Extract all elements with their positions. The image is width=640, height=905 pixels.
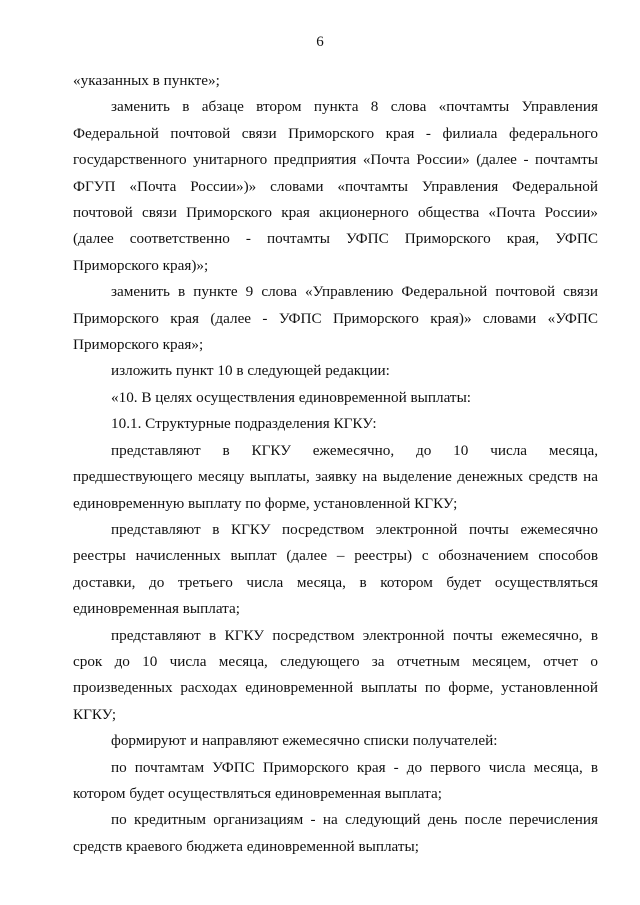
text-line: представляют в КГКУ посредством электронной почты ежемесячно [111,520,598,538]
page-number: 6 [316,34,324,50]
text-line: произведенных расходах единовременной выплаты по форме, установленной [73,679,598,697]
text-line: Приморского края (далее - УФПС Приморского края)» словами «УФПС [73,309,598,327]
paragraph [73,623,598,729]
text-line: почтовой связи Приморского края акционерного общества «Почта России» [73,204,598,222]
text-line: единовременную выплату по форме, установленной КГКУ; [73,494,458,512]
text-line: «10. В целях осуществления единовременной выплаты: [111,388,471,406]
paragraph [73,807,598,860]
paragraph [73,517,598,623]
text-line: «указанных в пункте»; [73,72,220,89]
text-line: КГКУ; [73,705,117,723]
paragraph [73,94,598,279]
text-line: Федеральной почтовой связи Приморского края - филиала федерального [73,124,598,142]
text-line: средств краевого бюджета единовременной выплаты; [73,837,419,855]
paragraph [73,68,598,94]
text-line: заменить в абзаце втором пункта 8 слова «почтамты Управления [111,98,598,116]
text-line: доставки, до третьего числа месяца, в котором будет осуществляться [73,573,598,591]
paragraph [73,358,598,384]
paragraph [73,755,598,808]
text-line: государственного унитарного предприятия «Почта России» (далее - почтамты [73,151,598,169]
paragraph [73,279,598,358]
text-line: срок до 10 числа месяца, следующего за отчетным месяцем, отчет о [73,652,598,670]
text-line: изложить пункт 10 в следующей редакции: [111,362,390,380]
text-line: 10.1. Структурные подразделения КГКУ: [111,415,377,433]
paragraph [73,411,598,437]
text-line: по кредитным организациям - на следующий день после перечисления [111,811,598,829]
text-line: представляют в КГКУ посредством электронной почты ежемесячно, в [111,626,598,644]
text-line: котором будет осуществляться единовременная выплата; [73,784,442,802]
paragraph [73,385,598,411]
text-line: единовременная выплата; [73,600,240,618]
text-line: Приморского края»; [73,336,204,354]
text-line: предшествующего месяцу выплаты, заявку на выделение денежных средств на [73,468,598,486]
paragraph [73,728,598,754]
document-body [73,68,598,860]
text-line: заменить в пункте 9 слова «Управлению Федеральной почтовой связи [111,283,598,301]
text-line: Приморского края)»; [73,256,209,274]
paragraph [73,438,598,517]
text-line: представляют в КГКУ ежемесячно, до 10 числа месяца, [111,441,598,459]
text-line: по почтамтам УФПС Приморского края - до первого числа месяца, в [111,758,598,776]
text-line: (далее соответственно - почтамты УФПС Приморского края, УФПС [73,230,598,248]
text-line: ФГУП «Почта России»)» словами «почтамты Управления Федеральной [73,177,598,195]
text-line: реестры начисленных выплат (далее – реестры) с обозначением способов [73,547,598,565]
text-line: формируют и направляют ежемесячно списки получателей: [111,732,498,750]
